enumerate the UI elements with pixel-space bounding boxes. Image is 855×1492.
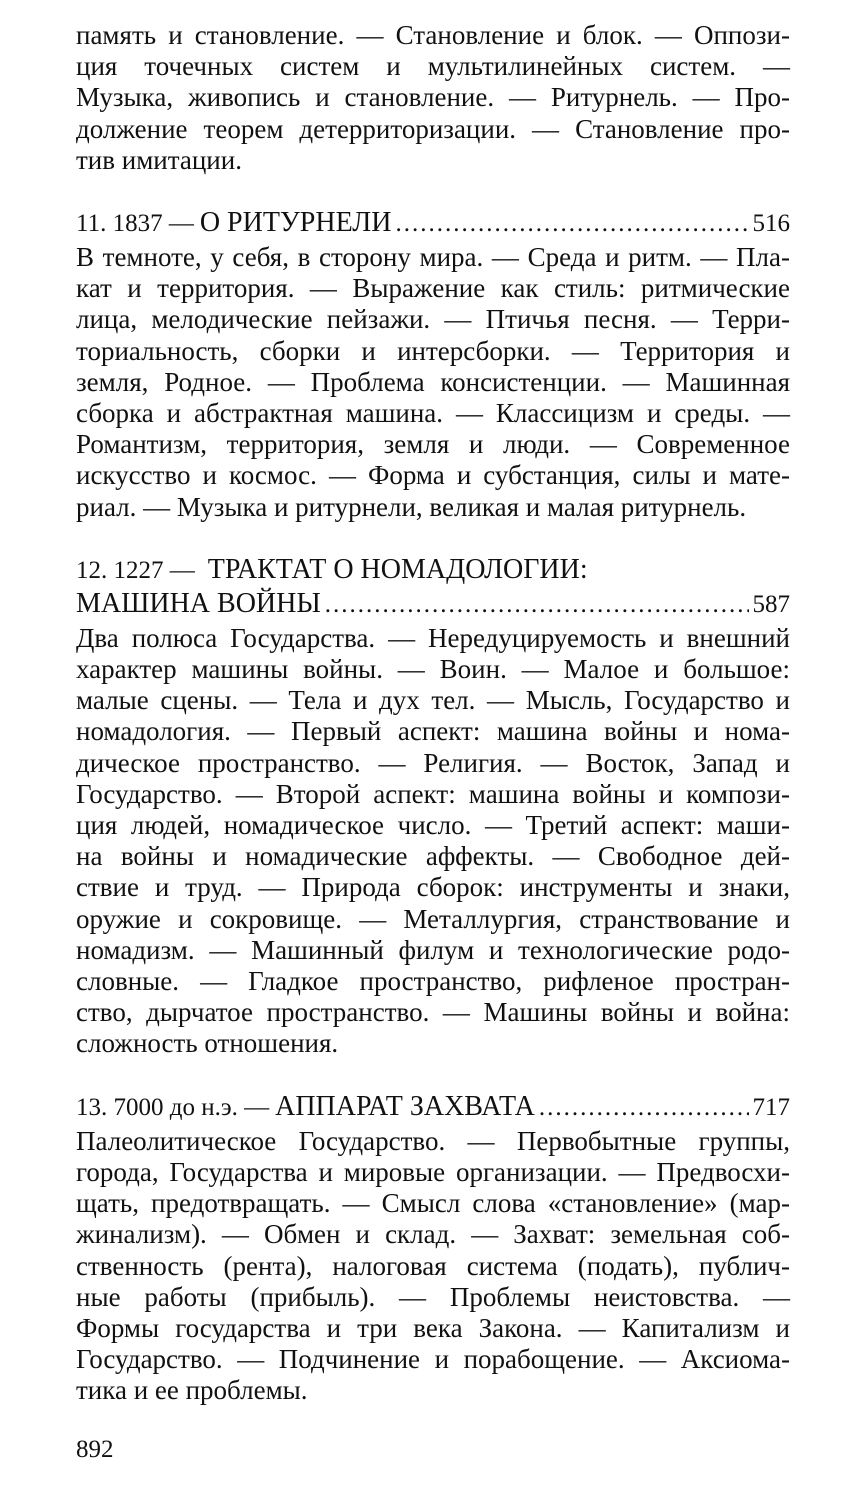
page-folio: 892 bbox=[76, 1436, 114, 1463]
text-line: земля, Родное. — Проблема консистенции. — Машинная bbox=[76, 366, 790, 397]
text-line: жинализм). — Обмен и склад. — Захват: земельная соб- bbox=[76, 1219, 790, 1250]
chapter-title-line1: ТРАКТАТ О НОМАДОЛОГИИ: bbox=[207, 553, 588, 585]
text-line: ториальность, сборки и интерсборки. — Территория и bbox=[76, 335, 790, 366]
chapter-summary bbox=[76, 623, 790, 1060]
page-number: 587 bbox=[752, 590, 790, 618]
leader-dots bbox=[539, 1091, 749, 1124]
text-line: Государство. — Второй аспект: машина войны и компози- bbox=[76, 778, 790, 809]
text-line: номадизм. — Машинный филум и технологические родо- bbox=[76, 934, 790, 965]
toc-heading[interactable] bbox=[76, 206, 790, 240]
text-line: характер машины войны. — Воин. — Малое и большое: bbox=[76, 654, 790, 685]
intro-paragraph bbox=[76, 20, 790, 176]
chapter-number: 12. 1227 — bbox=[76, 556, 195, 584]
text-line: сборка и абстрактная машина. — Классицизм и среды. — bbox=[76, 398, 790, 429]
text-line: В темноте, у себя, в сторону мира. — Среда и ритм. — Пла- bbox=[76, 242, 790, 273]
text-line: должение теорем детерриторизации. — Становление про- bbox=[76, 113, 790, 144]
text-line: риал. — Музыка и ритурнели, великая и малая ритурнель. bbox=[76, 491, 747, 522]
page-number: 516 bbox=[752, 210, 790, 238]
leader-dots bbox=[325, 588, 749, 621]
text-line: ство, дырчатое пространство. — Машины войны и война: bbox=[76, 997, 790, 1028]
text-line: дическое пространство. — Религия. — Восток, Запад и bbox=[76, 747, 790, 778]
chapter-summary bbox=[76, 242, 790, 523]
page-number: 717 bbox=[752, 1093, 790, 1121]
toc-entry-12 bbox=[76, 553, 790, 1060]
text-line: искусство и космос. — Форма и субстанция, силы и мате- bbox=[76, 460, 790, 491]
text-line: города, Государства и мировые организации. — Предвосхи- bbox=[76, 1156, 790, 1187]
text-line: Формы государства и три века Закона. — Капитализм и bbox=[76, 1312, 790, 1343]
text-line: память и становление. — Становление и блок. — Оппози- bbox=[76, 20, 790, 50]
text-line: на войны и номадические аффекты. — Свободное дей- bbox=[76, 841, 790, 872]
leader-dots bbox=[396, 207, 749, 240]
text-line: Два полюса Государства. — Нередуцируемость и внешний bbox=[76, 622, 790, 653]
chapter-title: МАШИНА ВОЙНЫ bbox=[76, 587, 321, 619]
text-line: ные работы (прибыль). — Проблемы неистовства. — bbox=[76, 1281, 790, 1312]
text-line: Романтизм, территория, земля и люди. — Современное bbox=[76, 429, 790, 460]
text-line: оружие и сокровище. — Металлургия, странствование и bbox=[76, 903, 790, 934]
chapter-title: АППАРАТ ЗАХВАТА bbox=[275, 1090, 535, 1122]
text-line: тика и ее проблемы. bbox=[76, 1375, 308, 1406]
text-line: лица, мелодические пейзажи. — Птичья песня. — Терри- bbox=[76, 304, 790, 335]
toc-entry-11 bbox=[76, 206, 790, 523]
toc-heading-first-line[interactable] bbox=[76, 553, 790, 587]
chapter-number: 13. 7000 до н.э. — bbox=[76, 1093, 270, 1121]
text-line: щать, предотвращать. — Смысл слова «становление» (мар- bbox=[76, 1188, 790, 1219]
toc-heading[interactable] bbox=[76, 587, 790, 621]
text-line: малые сцены. — Тела и дух тел. — Мысль, Государство и bbox=[76, 685, 790, 716]
text-line: ция людей, номадическое число. — Третий аспект: маши- bbox=[76, 810, 790, 841]
text-line: Музыка, живопись и становление. — Ритурнель. — Про- bbox=[76, 82, 790, 113]
chapter-title: О РИТУРНЕЛИ bbox=[199, 207, 392, 239]
text-line: кат и территория. — Выражение как стиль: ритмические bbox=[76, 273, 790, 304]
toc-page bbox=[76, 20, 790, 1407]
text-line: тив имитации. bbox=[76, 144, 242, 175]
text-line: ственность (рента), налоговая система (подать), публич- bbox=[76, 1250, 790, 1281]
text-line: словные. — Гладкое пространство, рифленое простран- bbox=[76, 966, 790, 997]
text-line: сложность отношения. bbox=[76, 1028, 339, 1059]
text-line: Государство. — Подчинение и порабощение. — Аксиома- bbox=[76, 1344, 790, 1375]
chapter-summary bbox=[76, 1126, 790, 1407]
chapter-number: 11. 1837 — bbox=[76, 210, 194, 238]
toc-entry-13 bbox=[76, 1090, 790, 1407]
text-line: ция точечных систем и мультилинейных систем. — bbox=[76, 51, 790, 82]
text-line: ствие и труд. — Природа сборок: инструменты и знаки, bbox=[76, 872, 790, 903]
toc-heading[interactable] bbox=[76, 1090, 790, 1124]
text-line: номадология. — Первый аспект: машина войны и нома- bbox=[76, 716, 790, 747]
text-line: Палеолитическое Государство. — Первобытные группы, bbox=[76, 1125, 790, 1156]
